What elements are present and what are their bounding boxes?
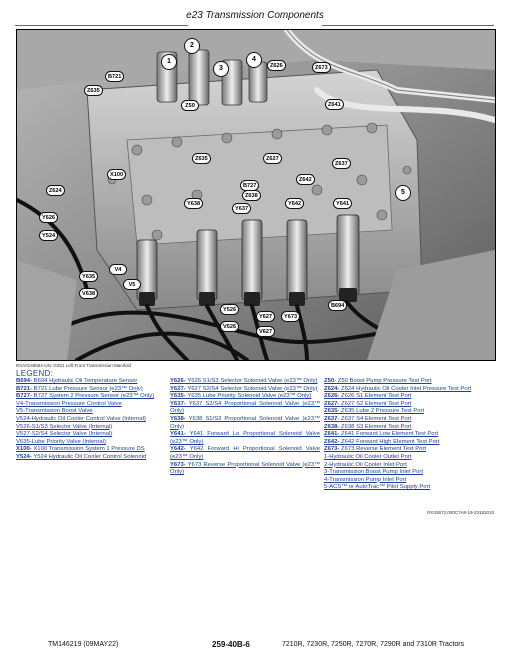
- legend-entry: [170, 462, 320, 477]
- legend-entry-description: Y673 Reverse Proportional Solenoid Valve (e23™ Only): [170, 461, 320, 476]
- legend-entry: [324, 408, 474, 416]
- figure-caption: RXA0148554-UN: GZ01 Left Front Transmission Manifold: [16, 363, 132, 368]
- header-rule-right: [322, 25, 494, 26]
- legend-entry-description: V635-Lube Priority Valve (Internal): [16, 438, 106, 445]
- legend-entry-description: Z638 S3 Element Test Port: [339, 423, 412, 430]
- legend-entry: [324, 378, 474, 386]
- callout-v5: V5: [123, 279, 141, 290]
- callout-z635-mid: Z635: [192, 153, 211, 164]
- legend-entry: [16, 424, 164, 432]
- callout-v627: V627: [256, 326, 275, 337]
- legend-entry-description: Z635 Lube 2 Pressure Test Port: [339, 408, 425, 415]
- legend-entry: [16, 431, 164, 439]
- callout-z673: Z673: [312, 62, 331, 73]
- legend-entry-code: Y638-: [170, 415, 186, 422]
- callout-z635-top: Z635: [84, 85, 103, 96]
- legend-entry-code: Z626-: [324, 393, 340, 400]
- callout-y626: Y626: [39, 212, 58, 223]
- legend-entry: [16, 416, 164, 424]
- callout-x100: X100: [107, 169, 126, 180]
- figure-reference-code: RX33672,000C7A8-19-23181010: [427, 510, 494, 515]
- callout-z624: Z624: [46, 185, 65, 196]
- legend-entry-description: Y626 S1/S3 Selector Solenoid Valve (e23™ Only): [185, 378, 318, 384]
- callout-y524: Y524: [39, 230, 58, 241]
- legend-entry-description: Z673 Reverse Element Test Port: [339, 446, 427, 453]
- legend-entry-description: Z641 Forward Low Element Test Port: [339, 431, 439, 438]
- legend-entry: [324, 439, 474, 447]
- legend-entry: [16, 454, 164, 462]
- callout-v4: V4: [109, 264, 127, 275]
- legend-entry-code: Z627-: [324, 400, 340, 407]
- legend-entry-code: Y524-: [16, 453, 32, 460]
- legend-entry: [170, 416, 320, 431]
- legend-entry-description: Y524 Hydraulic Oil Cooler Control Solenoid: [31, 453, 147, 460]
- callout-v526: V526: [220, 321, 239, 332]
- legend-entry-description: B694 Hydraulic Oil Temperature Sensor: [32, 378, 138, 384]
- legend-entry-description: V526-S1/S3 Selector Valve (Internal): [16, 423, 113, 430]
- legend-entry-description: Z637 S4 Element Test Port: [339, 415, 412, 422]
- callout-z50: Z50: [181, 100, 199, 111]
- legend-entry-description: Z627 S2 Element Test Port: [339, 400, 412, 407]
- legend-entry-description: Z624 Hydraulic Oil Cooler Inlet Pressure Test Port: [339, 385, 472, 392]
- legend-entry-code: Y626-: [170, 378, 186, 384]
- callout-number-5: 5: [395, 185, 411, 201]
- legend-entry-description: Z626 S1 Element Test Port: [339, 393, 412, 400]
- callout-z626: Z626: [267, 60, 286, 71]
- legend-entry-code: Y673-: [170, 461, 186, 468]
- legend-entry: [324, 393, 474, 401]
- legend-entry: [324, 424, 474, 432]
- callout-v638: V638: [79, 288, 98, 299]
- manifold-photo: [16, 29, 496, 361]
- callout-z627: Z627: [263, 153, 282, 164]
- legend-entry-code: X100-: [16, 446, 32, 453]
- legend-entry-code: Z637-: [324, 415, 340, 422]
- legend-column-1: [16, 378, 164, 462]
- legend-entry-code: Z641-: [324, 431, 340, 438]
- legend-entry: [324, 484, 474, 492]
- legend-entry: [16, 401, 164, 409]
- callout-number-1: 1: [161, 54, 177, 70]
- legend-entry-description: 2-Hydraulic Oil Cooler Inlet Port: [324, 461, 407, 468]
- legend-entry: [324, 386, 474, 394]
- legend-entry-description: Z50 Boost Pump Pressure Test Port: [336, 378, 432, 384]
- legend-entry: [16, 378, 164, 386]
- footer-models: 7210R, 7230R, 7250R, 7270R, 7290R and 7310R Tractors: [282, 641, 465, 648]
- legend-entry-description: V527-S2/S4 Selector Valve (Internal): [16, 431, 113, 438]
- callout-b721: B721: [105, 71, 124, 82]
- callout-y673: Y673: [281, 311, 300, 322]
- legend-entry-code: Y627-: [170, 385, 186, 392]
- callout-b727: B727: [240, 180, 259, 191]
- legend-entry-code: B721-: [16, 385, 33, 392]
- legend-entry-description: B721 Lube Pressure Sensor (e23™ Only): [32, 385, 143, 392]
- legend-entry: [324, 431, 474, 439]
- legend-entry-description: Y642 Forward Hi Proportional Solenoid Valve (e23™ Only): [170, 446, 320, 460]
- legend-entry-code: Z624-: [324, 385, 340, 392]
- legend-entry-description: X100 Transmission System 1 Pressure DS: [31, 446, 145, 453]
- legend-entry-code: Y635-: [170, 393, 186, 400]
- header-rule-left: [15, 25, 188, 26]
- legend-entry-description: Y627 S2/S4 Selector Solenoid Valve (e23™ Only): [185, 385, 318, 392]
- legend-entry: [16, 446, 164, 454]
- legend-entry-description: V524-Hydraulic Oil Cooler Control Valve (Internal): [16, 415, 146, 422]
- legend-column-2: [170, 378, 320, 477]
- callout-y627: Y627: [256, 311, 275, 322]
- callout-z637: Z637: [332, 158, 351, 169]
- legend-entry-code: Z635-: [324, 408, 340, 415]
- legend-entry: [324, 401, 474, 409]
- legend-entry-description: Z642 Forward High Element Test Port: [339, 438, 440, 445]
- callout-b694: B694: [328, 300, 347, 311]
- legend-entry-code: Z642-: [324, 438, 340, 445]
- legend-entry-code: Y641-: [170, 431, 186, 438]
- legend-column-3: [324, 378, 474, 492]
- legend-entry: [16, 408, 164, 416]
- legend-title: LEGEND:: [16, 369, 54, 378]
- legend-entry-code: B727-: [16, 393, 33, 400]
- legend-entry-description: 4-Transmission Pump Inlet Port: [324, 476, 407, 483]
- legend-entry-code: Z50-: [324, 378, 337, 384]
- legend-entry: [324, 469, 474, 477]
- callout-y635: Y635: [79, 271, 98, 282]
- legend-entry-code: Y637-: [170, 400, 186, 407]
- legend-entry: [170, 446, 320, 461]
- callout-z641: Z641: [325, 99, 344, 110]
- legend-entry: [324, 416, 474, 424]
- callout-y638: Y638: [184, 198, 203, 209]
- legend-entry: [170, 431, 320, 446]
- legend-entry-description: Y638 S1/S3 Proportional Solenoid Valve (e23™ Only): [170, 415, 320, 430]
- callout-number-3: 3: [213, 61, 229, 77]
- section-title: e23 Transmission Components: [186, 10, 324, 21]
- callout-y642: Y642: [285, 198, 304, 209]
- legend-entry-code: Y642-: [170, 446, 186, 453]
- legend-entry-description: 5-ACS™ or AutoTrac™ Pilot Supply Port: [324, 484, 431, 491]
- callout-y637: Y637: [232, 203, 251, 214]
- footer-page-number: 259-40B-6: [212, 640, 250, 649]
- legend-entry: [16, 439, 164, 447]
- legend-entry-description: Y637 S2/S4 Proportional Solenoid Valve (e23™ Only): [170, 400, 320, 415]
- callout-y526: Y526: [220, 304, 239, 315]
- legend-entry-code: Z673-: [324, 446, 340, 453]
- footer-doc-id: TM146219 (09MAY22): [48, 641, 119, 648]
- legend-entry-description: 1-Hydraulic Oil Cooler Outlet Port: [324, 453, 412, 460]
- legend-entry-description: V5-Transmission Boost Valve: [16, 408, 93, 415]
- legend-entry-description: Y641 Forward Lo Proportional Solenoid Valve (e23™ Only): [170, 431, 320, 445]
- legend-entry: [324, 454, 474, 462]
- legend-entry-description: Y635 Lube Priority Solenoid Valve (e23™ Only): [185, 393, 312, 400]
- callout-z638: Z638: [242, 190, 261, 201]
- legend-entry-description: 3-Transmission Boost Pump Inlet Port: [324, 469, 423, 476]
- legend-entry-description: B727 System 2 Pressure Sensor (e23™ Only): [32, 393, 155, 400]
- callout-z642: Z642: [296, 174, 315, 185]
- legend-entry-code: B694-: [16, 378, 33, 384]
- legend-entry: [170, 378, 320, 386]
- callout-number-2: 2: [184, 38, 200, 54]
- legend-entry: [16, 393, 164, 401]
- legend-entry: [170, 401, 320, 416]
- callout-number-4: 4: [246, 52, 262, 68]
- legend-entry-description: V4-Transmission Pressure Control Valve: [16, 400, 122, 407]
- legend-entry: [324, 446, 474, 454]
- callout-y641: Y641: [333, 198, 352, 209]
- legend-entry: [324, 462, 474, 470]
- legend-entry: [170, 393, 320, 401]
- legend-entry-code: Z638-: [324, 423, 340, 430]
